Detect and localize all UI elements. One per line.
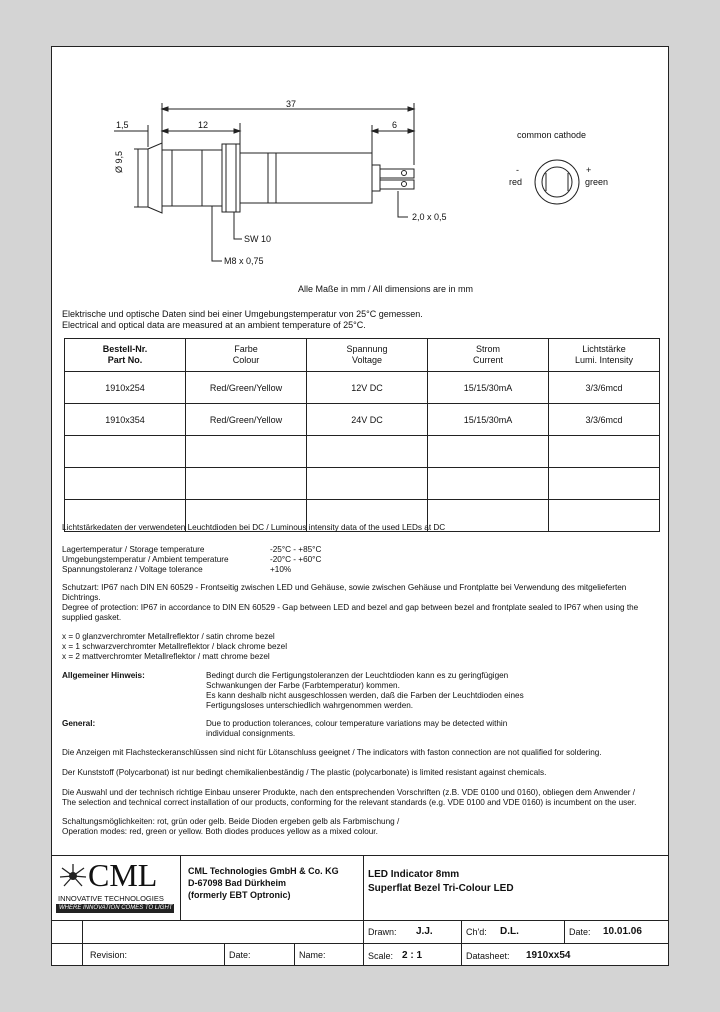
storage-value: -25°C - +85°C <box>270 545 322 554</box>
datasheet-label: Datasheet: <box>466 951 510 961</box>
revision-label: Revision: <box>90 950 128 960</box>
logo-tagline: WHERE INNOVATION COMES TO LIGHT <box>59 905 173 911</box>
ambient-value: -20°C - +60°C <box>270 555 322 564</box>
pin-red-label: red <box>509 177 523 187</box>
mode-en: Operation modes: red, green or yellow. Both diodes produces yellow as a mixed colour. <box>62 827 378 836</box>
dim-pin-size: 2,0 x 0,5 <box>412 212 447 222</box>
spec-table <box>64 338 660 532</box>
pin-minus-label: - <box>516 165 519 175</box>
general-de-2: Schwankungen der Farbe (Farbtemperatur) kommen. <box>206 681 400 690</box>
date-label: Date: <box>569 927 591 937</box>
dim-bezel: 1,5 <box>116 120 129 130</box>
pin-lower <box>380 180 414 189</box>
dim-diameter: Ø 9,5 <box>114 150 124 173</box>
intro-en: Electrical and optical data are measured at an ambient temperature of 25°C. <box>62 320 366 330</box>
company-address: D-67098 Bad Dürkheim <box>188 878 287 888</box>
header-part: Bestell-Nr. Part No. <box>65 339 186 372</box>
logo-tagline-bar <box>56 904 174 913</box>
bezel-shape <box>148 143 162 213</box>
header-voltage: Spannung Voltage <box>307 339 428 372</box>
bezel-option-2: x = 2 mattverchromter Metallreflektor / matt chrome bezel <box>62 652 270 661</box>
title-block <box>52 855 668 966</box>
protection-en-2: supplied gasket. <box>62 613 122 622</box>
cell-intensity: 3/3/6mcd <box>549 372 660 404</box>
mode-de: Schaltungsmöglichkeiten: rot, grün oder gelb. Beide Dioden ergeben gelb als Farbmischung / <box>62 817 400 826</box>
cell-intensity: 3/3/6mcd <box>549 404 660 436</box>
plastic-note: Der Kunststoff (Polycarbonat) ist nur bedingt chemikalienbeständig / The plastic (polycarbonate) is limited resistant against chemicals. <box>62 768 547 777</box>
checked-value: D.L. <box>500 926 519 937</box>
protection-en-1: Degree of protection: IP67 in accordance to DIN EN 60529 - Gap between LED and bezel and gap between bezel and frontplate sealed to IP67 when using the <box>62 603 639 612</box>
datasheet-value: 1910xx54 <box>526 950 571 961</box>
table-row <box>65 404 660 436</box>
logo-sub: INNOVATIVE TECHNOLOGIES <box>58 894 164 903</box>
product-subtitle: Superflat Bezel Tri-Colour LED <box>368 883 514 894</box>
scale-value: 2 : 1 <box>402 950 423 961</box>
dim-total: 37 <box>286 99 297 109</box>
voltage-tol-label: Spannungstoleranz / Voltage tolerance <box>62 565 203 574</box>
logo-text: CML <box>88 857 158 893</box>
drawn-value: J.J. <box>416 926 433 937</box>
install-de: Die Auswahl und der technisch richtige Einbau unserer Produkte, nach den entsprechenden Vorschriften (z.B. VDE 0100 und 0160), obliegen dem Anwender / <box>62 788 636 797</box>
storage-label: Lagertemperatur / Storage temperature <box>62 545 205 554</box>
housing <box>240 153 372 203</box>
cell-current: 15/15/30mA <box>428 372 549 404</box>
dimension-note: Alle Maße in mm / All dimensions are in mm <box>298 284 474 294</box>
pin-green-label: green <box>585 177 609 187</box>
pin-upper <box>380 169 414 178</box>
header-colour: Farbe Colour <box>186 339 307 372</box>
dim-thread-size: M8 x 0,75 <box>224 256 264 266</box>
date-value: 10.01.06 <box>603 926 642 937</box>
product-title: LED Indicator 8mm <box>368 869 460 880</box>
cell-colour: Red/Green/Yellow <box>186 372 307 404</box>
general-de-label: Allgemeiner Hinweis: <box>62 671 145 680</box>
company-name: CML Technologies GmbH & Co. KG <box>188 866 339 876</box>
cell-voltage: 12V DC <box>307 372 428 404</box>
sunburst-logo-icon <box>58 862 88 890</box>
general-de-3: Es kann deshalb nicht ausgeschlossen werden, daß die Farben der Leuchtdioden eines <box>206 691 524 700</box>
cell-part: 1910x254 <box>65 372 186 404</box>
datasheet-sheet <box>51 46 669 966</box>
header-intensity: Lichtstärke Lumi. Intensity <box>549 339 660 372</box>
bezel-option-0: x = 0 glanzverchromter Metallreflektor / satin chrome bezel <box>62 632 275 641</box>
thread-body <box>162 150 222 206</box>
drawn-label: Drawn: <box>368 927 397 937</box>
cell-part: 1910x354 <box>65 404 186 436</box>
company-former: (formerly EBT Optronic) <box>188 890 291 900</box>
scale-label: Scale: <box>368 951 394 961</box>
cell-colour: Red/Green/Yellow <box>186 404 307 436</box>
checked-label: Ch'd: <box>466 927 487 937</box>
ambient-label: Umgebungstemperatur / Ambient temperature <box>62 555 229 564</box>
table-row-empty <box>65 468 660 500</box>
cell-current: 15/15/30mA <box>428 404 549 436</box>
table-row-empty <box>65 436 660 468</box>
general-de-1: Bedingt durch die Fertigungstoleranzen der Leuchtdioden kann es zu geringfügigen <box>206 671 509 680</box>
install-en: The selection and technical correct installation of our products, conforming for the relevant standards (e.g. VDE 0100 and VDE 0160) is incumbent on the user. <box>62 798 637 807</box>
bezel-option-1: x = 1 schwarzverchromter Metallreflektor / black chrome bezel <box>62 642 288 651</box>
protection-de-2: Dichtrings. <box>62 593 101 602</box>
general-en-1: Due to production tolerances, colour temperature variations may be detected within <box>206 719 508 728</box>
table-header-row <box>65 339 660 372</box>
protection-de-1: Schutzart: IP67 nach DIN EN 60529 - Frontseitig zwischen LED und Gehäuse, sowie zwischen Gehäuse und Frontplatte bei Verwendung des mitgelieferten <box>62 583 627 592</box>
general-en-label: General: <box>62 719 96 728</box>
general-de-4: Fertigungsloses unterschiedlich wahrgenommen werden. <box>206 701 414 710</box>
cell-voltage: 24V DC <box>307 404 428 436</box>
solder-note: Die Anzeigen mit Flachsteckeranschlüssen sind nicht für Lötanschluss geeignet / The indicators with faston connection are not qualified for soldering. <box>62 748 602 757</box>
lumi-note: Lichtstärkedaten der verwendeten Leuchtdioden bei DC / Luminous intensity data of the used LEDs at DC <box>62 523 446 532</box>
voltage-tol-value: +10% <box>270 565 292 574</box>
intro-de: Elektrische und optische Daten sind bei einer Umgebungstemperatur von 25°C gemessen. <box>62 309 423 319</box>
dim-pins: 6 <box>392 120 398 130</box>
hex-nut <box>222 144 240 212</box>
general-en-2: individual consignments. <box>206 729 296 738</box>
revision-date-label: Date: <box>229 950 251 960</box>
pinout-title: common cathode <box>517 130 587 140</box>
technical-drawing <box>52 47 668 297</box>
dim-thread: 12 <box>198 120 209 130</box>
header-current: Strom Current <box>428 339 549 372</box>
dim-wrench: SW 10 <box>244 234 272 244</box>
pin-plus-label: + <box>586 165 592 175</box>
table-row <box>65 372 660 404</box>
name-label: Name: <box>299 950 326 960</box>
